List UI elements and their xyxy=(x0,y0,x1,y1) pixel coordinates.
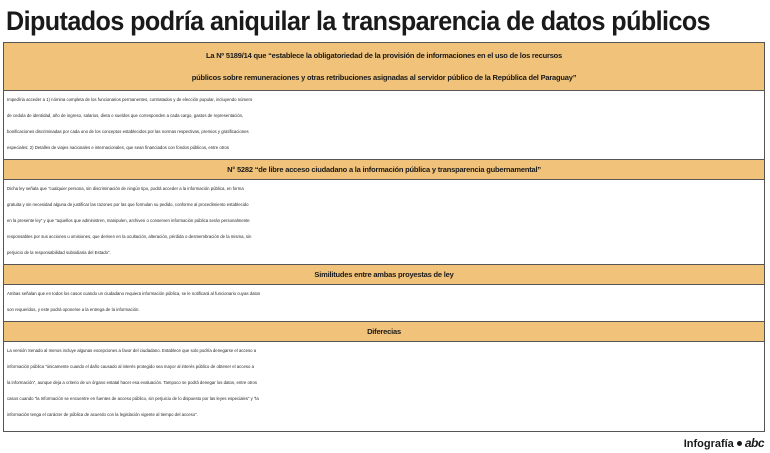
section-body-similitudes xyxy=(4,285,764,321)
heading-line: N° 5282 “de libre acceso ciudadano a la información pública y transparencia gubernamental” xyxy=(227,165,541,174)
section-body-diferecias xyxy=(4,342,764,427)
body-line: gratuita y sin necesidad alguna de justificar las razones por las que formulan su pedido, conforme al procedimiento establecido xyxy=(7,202,249,207)
section-body-ley-5189 xyxy=(4,91,764,159)
body-line: Ambas señalan que en todos los casos cuando un ciudadano requiera información pública, se le notificará al funcionario cuyas datos xyxy=(7,291,261,296)
body-line: responsables por sus acciones u omisiones, que deriven en la ocultación, alteración, pérdida o desmembración de la misma, sin xyxy=(7,234,252,239)
body-line: especiales; 2) Detalles de viajes nacionales e internacionales, que sean financiados con fondos públicos, entre otros xyxy=(7,145,229,150)
page-title: Diputados podría aniquilar la transparencia de datos públicos xyxy=(6,6,711,36)
bullet-dot-icon xyxy=(737,441,742,446)
body-line: son requeridos, y este podrá oponerse a la entrega de la información. xyxy=(7,307,140,312)
body-line: casos cuando “la Información se encuentre en fuentes de acceso público, sin perjuicio de lo dispuesto por las leyes especiales” y “la xyxy=(7,396,259,401)
section-heading-ley-5189 xyxy=(4,43,764,91)
section-heading-ley-5282 xyxy=(4,159,764,180)
body-line: información tenga el carácter de pública de acuerdo con la legislación vigente al tiempo del acceso”. xyxy=(7,412,198,417)
body-line: bonificaciones discriminadas por cada uno de los conceptos establecidos por las normas respectivas, premios y gratificaciones xyxy=(7,129,249,134)
body-line: perjuicio de la responsabilidad subsidiaria del Estado”. xyxy=(7,250,111,255)
body-line: Dicha ley señala que “cualquier persona, sin discriminación de ningún tipo, podrá acceder a la información pública, en forma xyxy=(7,186,244,191)
section-heading-diferecias xyxy=(4,321,764,342)
body-line: de cedula de identidad, año de ingreso, salarios, dieta o sueldos que corresponden a cada cargo, gastos de representación, xyxy=(7,113,244,118)
heading-line: Diferecias xyxy=(367,327,401,336)
infographic-table xyxy=(3,42,765,432)
section-heading-similitudes xyxy=(4,264,764,285)
section-body-ley-5282 xyxy=(4,180,764,264)
infographic-credit xyxy=(684,436,764,451)
body-line: Impedíria acceder a 1) nómina completa de los funcionarios permanentes, contratados y de elección popular, incluyendo número xyxy=(7,97,253,102)
body-line: La versión Senado al menos incluye algunas excepciones a favor del ciudadano. Establece que solo podría denegarse el acceso a xyxy=(7,348,257,353)
body-line: información pública “únicamente cuando el daño causado al interés protegido sea mayor al interés público de obtener el acceso a xyxy=(7,364,254,369)
abc-logo: abc xyxy=(744,436,764,450)
heading-line: públicos sobre remuneraciones y otras retribuciones asignadas al servidor público de la República del Paraguay” xyxy=(191,73,577,82)
body-line: la información”, aunque deja a criterio de un órgano estatal hacer esa evaluación. Tampoco se podrá denegar los datos, entre otros xyxy=(7,380,258,385)
heading-line: Similitudes entre ambas proyestas de ley xyxy=(314,270,454,279)
body-line: en la presente ley” y que “aquellos que administren, manipulen, archiven o conserven información pública serán personalmente xyxy=(7,218,250,223)
credit-label: Infografía xyxy=(683,438,734,450)
heading-line: La Nº 5189/14 que “establece la obligatoriedad de la provisión de informaciones en el uso de los recursos xyxy=(205,51,563,60)
